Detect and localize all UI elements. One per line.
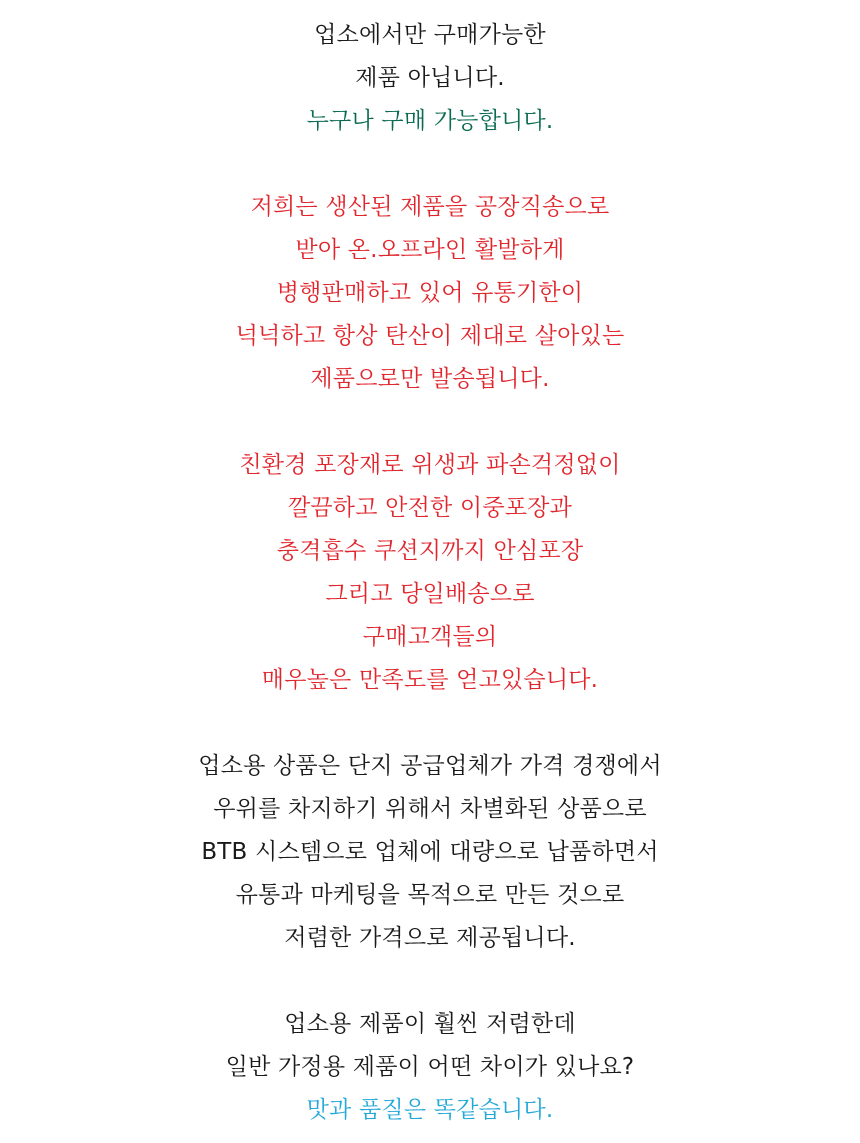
- text-line: 친환경 포장재로 위생과 파손걱정없이: [239, 452, 621, 478]
- notice-block-freshness: [0, 186, 860, 401]
- notice-block-faq: [0, 1003, 860, 1132]
- text-line: 구매고객들의: [362, 624, 498, 650]
- text-line: 제품으로만 발송됩니다.: [310, 366, 550, 392]
- text-line: 저렴한 가격으로 제공됩니다.: [284, 925, 576, 951]
- text-line: 그리고 당일배송으로: [325, 581, 535, 607]
- text-line: 업소용 제품이 훨씬 저렴한데: [284, 1011, 576, 1037]
- notice-block-availability: [0, 14, 860, 143]
- text-line: 저희는 생산된 제품을 공장직송으로: [250, 194, 610, 220]
- text-line-highlight: 맛과 품질은 똑같습니다.: [306, 1097, 554, 1123]
- notice-block-packaging: [0, 444, 860, 702]
- text-line: 넉넉하고 항상 탄산이 제대로 살아있는: [235, 323, 625, 349]
- text-line: 병행판매하고 있어 유통기한이: [276, 280, 584, 306]
- text-line: 업소에서만 구매가능한: [314, 22, 546, 48]
- text-line: 제품 아닙니다.: [355, 65, 505, 91]
- text-line-highlight: 누구나 구매 가능합니다.: [306, 108, 554, 134]
- notice-block-business-products: [0, 745, 860, 960]
- text-line: 일반 가정용 제품이 어떤 차이가 있나요?: [225, 1054, 635, 1080]
- text-line: 매우높은 만족도를 얻고있습니다.: [261, 667, 599, 693]
- text-line: 유통과 마케팅을 목적으로 만든 것으로: [235, 882, 625, 908]
- text-line: 충격흡수 쿠션지까지 안심포장: [276, 538, 584, 564]
- text-line: 우위를 차지하기 위해서 차별화된 상품으로: [213, 796, 647, 822]
- text-line: BTB 시스템으로 업체에 대량으로 납품하면서: [201, 839, 659, 865]
- text-line: 받아 온.오프라인 활발하게: [295, 237, 565, 263]
- text-line: 업소용 상품은 단지 공급업체가 가격 경쟁에서: [198, 753, 662, 779]
- text-line: 깔끔하고 안전한 이중포장과: [287, 495, 573, 521]
